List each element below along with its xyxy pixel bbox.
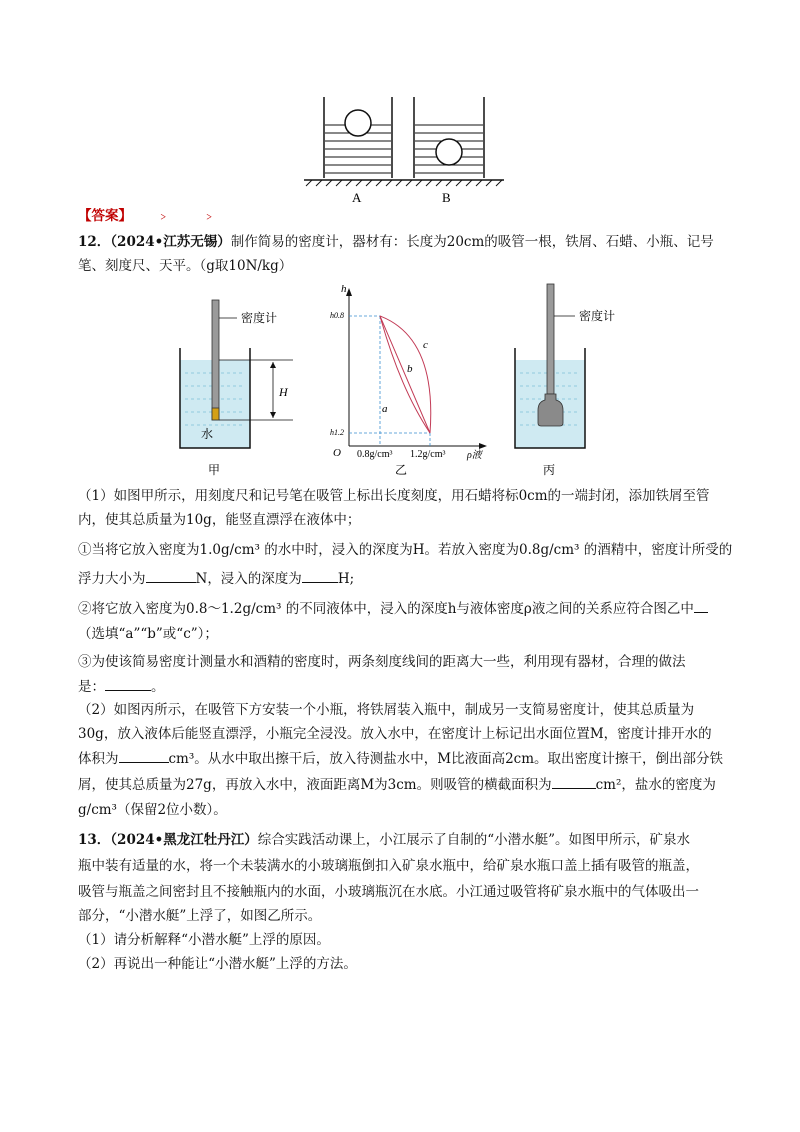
q13-sub-2: （2）再说出一种能让“小潜水艇”上浮的方法。 <box>78 956 357 972</box>
ball-b <box>436 139 462 165</box>
q12-blank-area[interactable] <box>552 774 596 789</box>
q12-blank-method[interactable] <box>105 676 151 691</box>
answer-arrow-2: ﹥ <box>202 208 216 224</box>
q12-s1-line-1: ①当将它放入密度为1.0g/cm³ 的水中时，浸入的深度为H。若放入密度为0.8g/cm³ 的酒精中，密度计所受的 <box>78 542 733 558</box>
q13-stem-1: 综合实践活动课上，小江展示了自制的“小潜水艇”。如图甲所示，矿泉水 <box>257 832 691 848</box>
q12-p2-line-5: g/cm³（保留2位小数）。 <box>78 802 227 818</box>
label-a: A <box>352 190 362 205</box>
q12-line-2: 笔、刻度尺、天平。（g取10N/kg） <box>78 258 293 274</box>
q12-blank-buoyancy[interactable] <box>146 568 196 583</box>
jia-caption: 甲 <box>208 463 221 477</box>
q13-line-1 <box>78 830 690 850</box>
q12-s1-text-a: 浮力大小为 <box>78 571 146 587</box>
yi-O: O <box>333 447 341 459</box>
q13-line-4: 部分，“小潜水艇”上浮了，如图乙所示。 <box>78 908 322 924</box>
q12-p1-line-1: （1）如图甲所示，用刻度尺和记号笔在吸管上标出长度刻度，用石蜡将标0cm的一端封闭，添加铁屑至管 <box>78 488 710 504</box>
yi-a: a <box>382 403 388 415</box>
q12-p2-line-1: （2）如图丙所示，在吸管下方安装一个小瓶，将铁屑装入瓶中，制成另一支简易密度计，使其总质量为 <box>78 702 695 718</box>
q13-number: 13． <box>78 832 111 848</box>
q12-s1-text-b: N，浸入的深度为 <box>195 571 302 587</box>
q12-p2-line-2: 30g，放入液体后能竖直漂浮，小瓶完全浸没。放入水中，在密度计上标记出水面位置M，密度计排开水的 <box>78 726 712 742</box>
q12-s3-text-a: 是： <box>78 679 105 695</box>
q12-p2-text-4b: cm²，盐水的密度为 <box>595 777 716 793</box>
q12-s1-text-c: H; <box>337 571 355 587</box>
yi-h12: h1.2 <box>330 428 344 437</box>
answer-arrow-1: ﹥ <box>156 208 170 224</box>
yi-h08: h0.8 <box>330 311 344 320</box>
q13-line-2: 瓶中装有适量的水，将一个未装满水的小玻璃瓶倒扣入矿泉水瓶中，给矿泉水瓶口盖上插有吸管的瓶盖， <box>78 858 699 874</box>
label-b: B <box>442 190 451 205</box>
q12-s1-line-2 <box>78 568 354 589</box>
q12-p2-text-4a: 屑，使其总质量为27g，再放入水中，液面距离M为3cm。则吸管的横截面积为 <box>78 777 552 793</box>
q12-blank-curve[interactable] <box>694 598 708 613</box>
q12-number: 12． <box>78 234 111 250</box>
q12-s3-line-2 <box>78 676 165 697</box>
q12-p1-line-2: 内，使其总质量为10g，能竖直漂浮在液体中； <box>78 512 361 528</box>
bing-caption: 丙 <box>543 463 556 477</box>
q12-p2-text-3a: 体积为 <box>78 751 119 767</box>
yi-x1: 0.8g/cm³ <box>357 449 393 460</box>
q12-s3-line-1: ③为使该简易密度计测量水和酒精的密度时，两条刻度线间的距离大一些，利用现有器材，合理的做法 <box>78 654 686 670</box>
yi-c: c <box>423 339 428 351</box>
q12-s2-line-2: （选填“a”“b”或“c”）； <box>78 626 218 642</box>
q12-stem-1: 制作简易的密度计，器材有：长度为20cm的吸管一根，铁屑、石蜡、小瓶、记号 <box>230 234 714 250</box>
q12-s2-text: ②将它放入密度为0.8～1.2g/cm³ 的不同液体中，浸入的深度h与液体密度ρ液之间的关系应符合图乙中 <box>78 601 694 617</box>
yi-x2: 1.2g/cm³ <box>410 449 446 460</box>
q12-line-1 <box>78 232 714 252</box>
figure-yi <box>330 283 487 477</box>
yi-caption: 乙 <box>395 463 408 477</box>
answer-tag: 【答案】 <box>78 208 132 224</box>
q12-p2-line-3 <box>78 748 723 769</box>
containers-figure <box>292 92 522 212</box>
answer-line <box>78 206 216 226</box>
jia-water: 水 <box>201 427 214 441</box>
jia-label: 密度计 <box>241 311 278 325</box>
yi-b: b <box>407 363 413 375</box>
q12-blank-depth[interactable] <box>302 568 338 583</box>
q12-p2-text-3b: cm³。从水中取出擦干后，放入待测盐水中，M比液面高2cm。取出密度计擦干，倒出部分铁 <box>168 751 724 767</box>
q12-p2-line-4 <box>78 774 716 795</box>
q12-s2-line-1 <box>78 598 708 619</box>
q13-sub-1: （1）请分析解释“小潜水艇”上浮的原因。 <box>78 932 330 948</box>
ball-a <box>345 110 371 136</box>
figure-jia <box>180 300 293 477</box>
q13-line-3: 吸管与瓶盖之间密封且不接触瓶内的水面，小玻璃瓶沉在水底。小江通过吸管将矿泉水瓶中的气体吸出一 <box>78 884 699 900</box>
q12-s3-text-b: 。 <box>151 679 165 695</box>
q13-source: （2024•黑龙江牡丹江） <box>110 832 258 848</box>
bing-label: 密度计 <box>579 309 616 323</box>
q12-figures <box>175 278 645 478</box>
yi-h: h <box>341 283 347 295</box>
yi-rho: ρ液 <box>467 450 482 461</box>
figure-bing <box>515 284 615 477</box>
q12-blank-volume[interactable] <box>119 748 169 763</box>
q12-source: （2024•江苏无锡） <box>110 234 231 250</box>
jia-H: H <box>279 385 288 399</box>
